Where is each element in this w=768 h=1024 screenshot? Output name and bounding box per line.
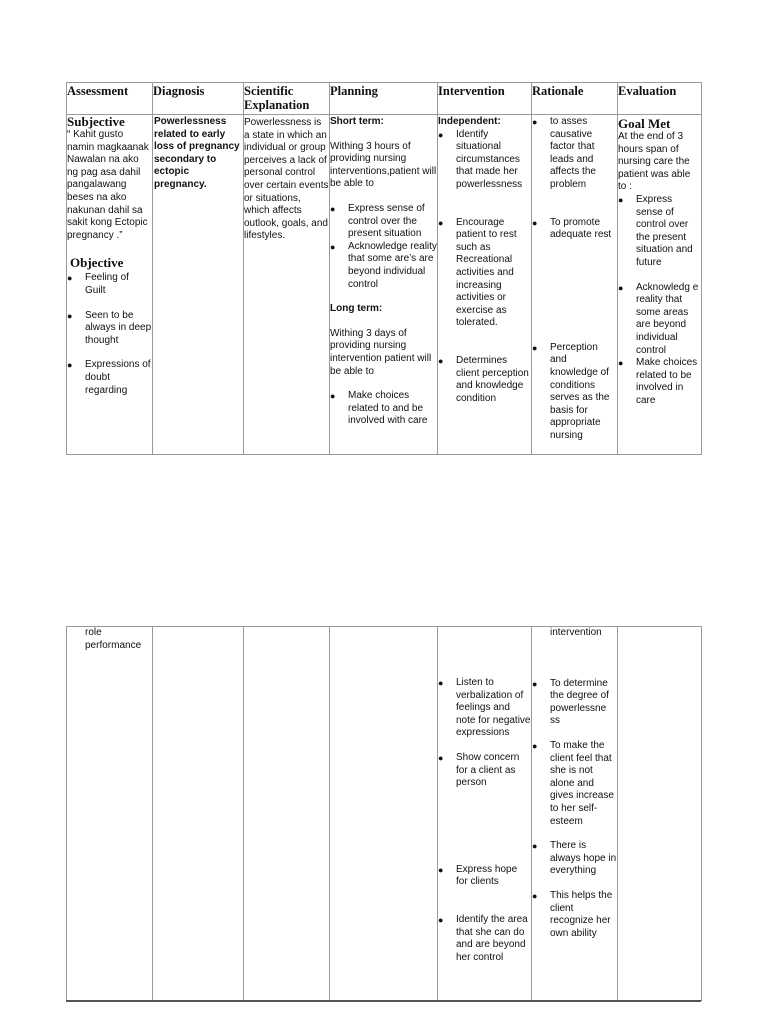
assessment-cell: [67, 115, 153, 455]
assessment-cell-continued: [67, 627, 153, 1001]
evaluation-text: At the end of 3 hours span of nursing care the patient was able to :: [618, 131, 691, 193]
planning-cell-continued: [330, 627, 438, 1001]
header-scientific-text: Scientific Explanation: [244, 84, 310, 112]
list-item: ● Make choices related to be involved in care: [618, 357, 701, 407]
list-item: ● to asses causative factor that leads and affects the problem: [532, 116, 617, 192]
long-term-label: Long term:: [330, 303, 383, 315]
care-plan-table-page-1: [66, 82, 702, 455]
independent-label: Independent:: [438, 116, 501, 127]
intervention-cell-continued: [438, 627, 532, 1001]
diagnosis-cell: [153, 115, 244, 455]
intervention-cell: [438, 115, 532, 455]
diagnosis-cell-continued: [153, 627, 244, 1001]
short-term-list: [330, 203, 437, 291]
rationale-list-continued: [532, 678, 617, 941]
diagnosis-text: Powerlessness related to early loss of pregnancy secondary to ectopic pregnancy.: [154, 116, 240, 190]
list-item: ● Acknowledge reality that some are’s are beyond individual control: [330, 241, 437, 291]
header-rationale: Rationale: [532, 83, 618, 115]
scientific-cell-continued: [244, 627, 330, 1001]
evaluation-list: [618, 194, 701, 408]
header-evaluation: Evaluation: [618, 83, 702, 115]
list-item: ● Express sense of control over the present situation: [330, 203, 437, 241]
header-intervention: Intervention: [438, 83, 532, 115]
header-planning: Planning: [330, 83, 438, 115]
evaluation-cell: [618, 115, 702, 455]
list-item: ● Seen to be always in deep thought: [67, 310, 152, 348]
rationale-list: [532, 115, 617, 443]
header-diagnosis: Diagnosis: [153, 83, 244, 115]
planning-cell: [330, 115, 438, 455]
list-item: ● Perception and knowledge of conditions serves as the basis for appropriate nursing: [532, 342, 617, 443]
scientific-explanation-cell: [244, 115, 330, 455]
header-scientific-explanation: [244, 83, 330, 115]
list-item: ● Encourage patient to rest such as Recreational activities and increasing activities or exercise as tolerated.: [438, 217, 531, 330]
header-assessment: Assessment: [67, 83, 153, 115]
list-item: ● Identify the area that she can do and are beyond her control: [438, 914, 531, 964]
long-term-text: Withing 3 days of providing nursing intervention patient will be able to: [330, 327, 432, 377]
list-item: ● There is always hope in everything: [532, 840, 617, 878]
care-plan-table-page-2: [66, 626, 702, 1001]
scientific-explanation-text: Powerlessness is a state in which an individual or group perceives a lack of personal control over certain events or situations, which affects outlook, goals, and lifestyles.: [244, 117, 329, 242]
list-item: ● To promote adequate rest: [532, 217, 617, 242]
intervention-list-continued: [438, 677, 531, 964]
goal-met-label: Goal Met: [618, 116, 671, 131]
list-item: ● Express sense of control over the present situation and future: [618, 194, 701, 270]
list-item: ● This helps the client recognize her own ability: [532, 890, 617, 940]
intervention-list: [438, 129, 531, 406]
short-term-text: Withing 3 hours of providing nursing interventions,patient will be able to: [330, 140, 437, 190]
header-row: [67, 83, 702, 115]
list-item: ● Make choices related to and be involved with care: [330, 390, 437, 428]
list-item: ● Express hope for clients: [438, 864, 531, 889]
evaluation-cell-continued: [618, 627, 702, 1001]
subjective-label: Subjective: [67, 114, 125, 129]
content-row: [67, 115, 702, 455]
objective-label: Objective: [70, 255, 124, 271]
rationale-cell: [532, 115, 618, 455]
list-item: ● Feeling of Guilt: [67, 272, 152, 297]
rationale-continued-text: intervention: [550, 627, 602, 638]
rationale-cell-continued: [532, 627, 618, 1001]
list-item: ● To determine the degree of powerlessne ss: [532, 678, 617, 728]
list-item: ● Expressions of doubt regarding: [67, 359, 152, 397]
list-item: ● Acknowledg e reality that some areas are beyond individual control: [618, 282, 701, 358]
long-term-list: [330, 390, 437, 428]
assessment-continued-text: role performance: [85, 627, 142, 651]
list-item: ● Identify situational circumstances that made her powerlessness: [438, 129, 531, 192]
table-bottom-border: [66, 1000, 701, 1002]
subjective-text: “ Kahit gusto namin magkaanak Nawalan na ako ng pag asa dahil pangalawang beses na ako nakunan dahil sa sakit kong Ectopic pregnancy .”: [67, 129, 149, 241]
continued-row: [67, 627, 702, 1001]
short-term-label: Short term:: [330, 116, 384, 127]
list-item: ● Show concern for a client as person: [438, 752, 531, 790]
list-item: ● Listen to verbalization of feelings and note for negative expressions: [438, 677, 531, 740]
objective-list: [67, 272, 152, 397]
list-item: ● To make the client feel that she is not alone and gives increase to her self-esteem: [532, 740, 617, 828]
list-item: ● Determines client perception and knowledge condition: [438, 355, 531, 405]
